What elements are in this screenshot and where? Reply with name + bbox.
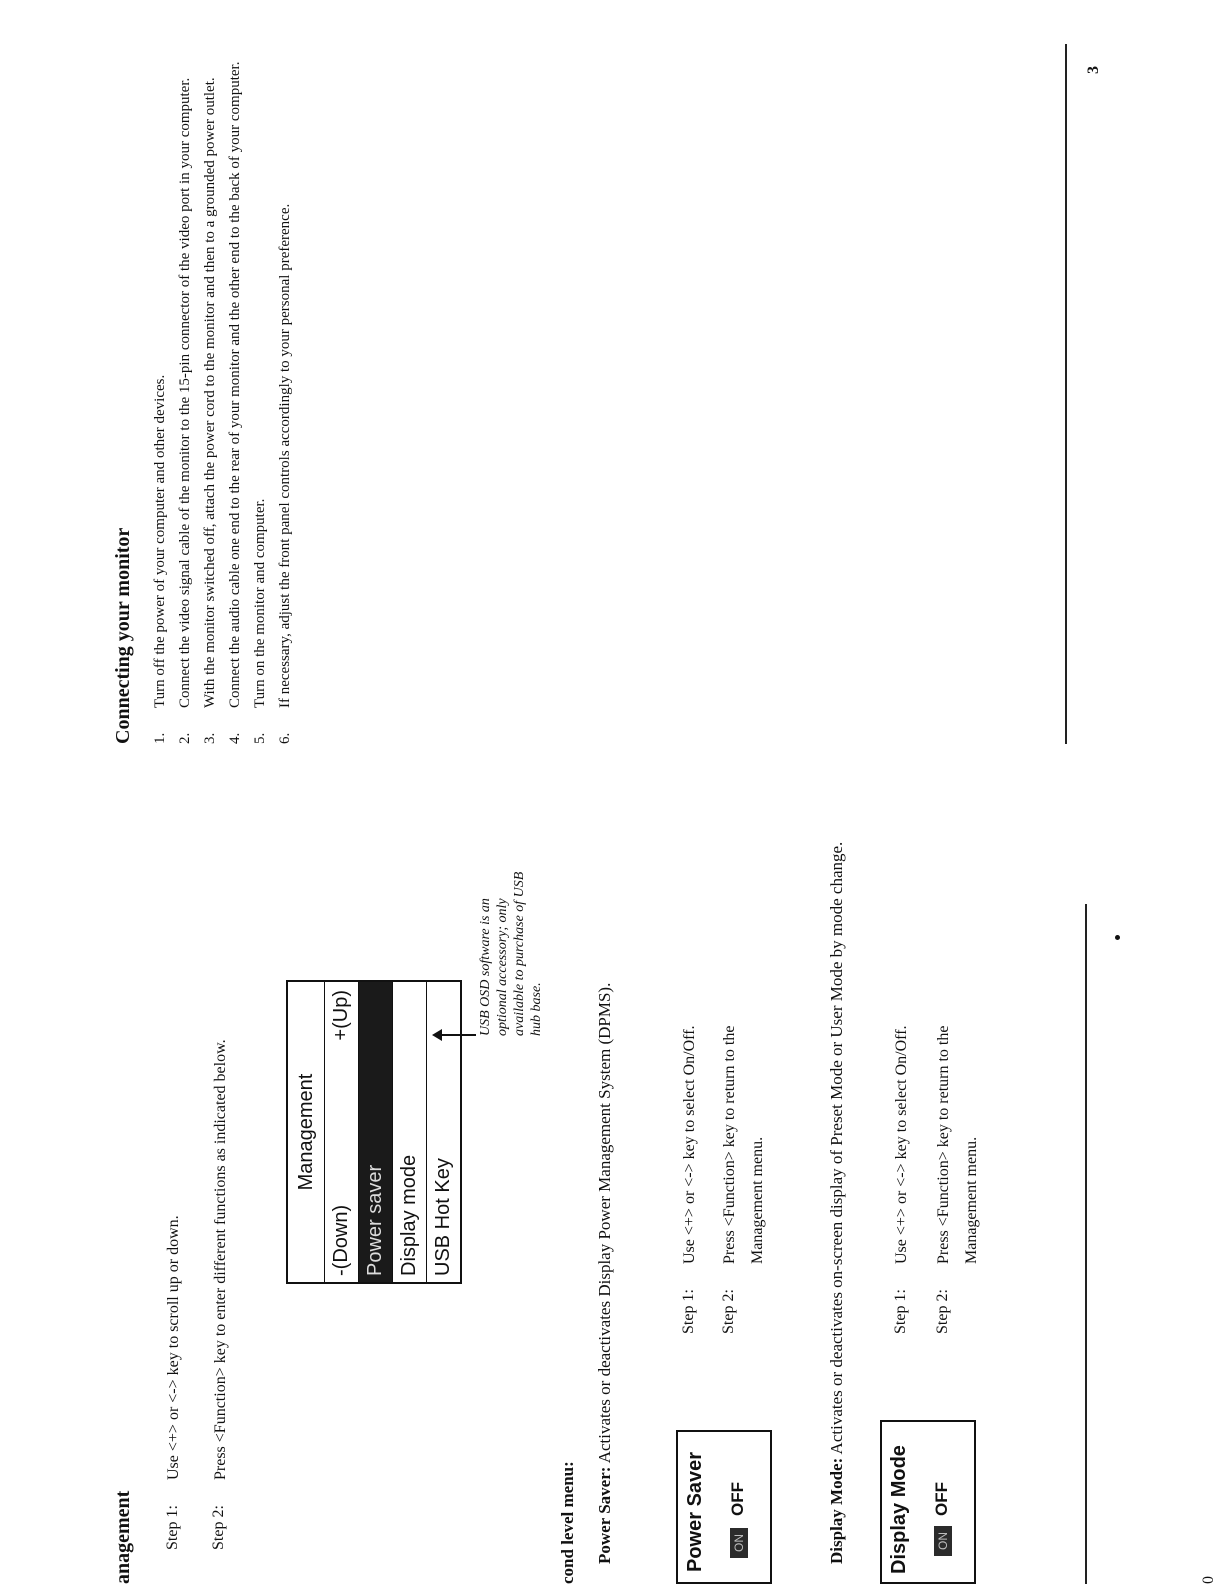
- osd-nav-down: -(Down): [330, 1204, 352, 1276]
- power-saver-off-option[interactable]: OFF: [728, 1482, 747, 1516]
- display-mode-term: Display Mode:: [827, 1457, 846, 1564]
- osd-item-usb-hot-key[interactable]: [426, 982, 460, 1282]
- dm-step2-label: Step 2:: [934, 1289, 951, 1334]
- display-mode-box-title: Display Mode: [888, 1445, 910, 1574]
- scan-speck: [1115, 935, 1120, 940]
- management-osd-menu: [286, 980, 462, 1284]
- ps-step2-text: Press <Function> key to return to the Management menu.: [721, 1025, 766, 1264]
- power-saver-box-title: Power Saver: [684, 1451, 706, 1572]
- ps-step2-label: Step 2:: [720, 1289, 737, 1334]
- connecting-heading: Connecting your monitor: [112, 527, 134, 744]
- connecting-step: 2. Connect the video signal cable of the monitor to the 15-pin connector of the video port in your computer.: [177, 77, 193, 744]
- connecting-step: 3. With the monitor switched off, attach the power cord to the monitor and then to a grounded power outlet.: [202, 77, 218, 744]
- power-saver-on-option[interactable]: ON: [730, 1528, 748, 1558]
- power-saver-description: [594, 804, 616, 1564]
- intro-step1-text: Use <+> or <-> key to scroll up or down.: [165, 1215, 182, 1480]
- intro-step2-label: Step 2:: [210, 1505, 227, 1550]
- dm-step1-text: Use <+> or <-> key to select On/Off.: [893, 1025, 910, 1264]
- power-saver-desc: Activates or deactivates Display Power Management System (DPMS).: [595, 982, 614, 1464]
- connecting-steps-list: [150, 44, 300, 744]
- connecting-step: 6. If necessary, adjust the front panel controls accordingly to your personal preference.: [277, 203, 293, 744]
- management-heading: anagement: [112, 1490, 134, 1584]
- osd-item-usb-hot-key-label: USB Hot Key: [432, 1158, 454, 1276]
- display-mode-desc: Activates or deactivates on-screen display of Preset Mode or User Mode by mode change.: [827, 841, 846, 1455]
- left-page-number: 0: [1200, 1576, 1217, 1584]
- display-mode-off-option[interactable]: OFF: [932, 1482, 951, 1516]
- ps-step1-label: Step 1:: [680, 1289, 697, 1334]
- power-saver-term: Power Saver:: [595, 1466, 614, 1564]
- connecting-step: 5. Turn on the monitor and computer.: [252, 498, 268, 744]
- osd-item-display-mode[interactable]: Display mode: [392, 982, 426, 1282]
- power-saver-box: [676, 1430, 772, 1584]
- display-mode-on-option[interactable]: ON: [934, 1526, 952, 1556]
- osd-item-power-saver[interactable]: Power saver: [358, 982, 392, 1282]
- intro-step2-text: Press <Function> key to enter different functions as indicated below.: [212, 1039, 229, 1480]
- display-mode-description: [826, 774, 848, 1564]
- second-level-heading: cond level menu:: [558, 1461, 577, 1584]
- dm-step1-label: Step 1:: [892, 1289, 909, 1334]
- intro-step1-label: Step 1:: [164, 1505, 181, 1550]
- right-page-number: 3: [1085, 66, 1102, 74]
- dm-step2-text: Press <Function> key to return to the Management menu.: [935, 1025, 980, 1264]
- usb-arrow-shaft: [438, 1034, 476, 1036]
- osd-nav-row: [324, 982, 358, 1282]
- left-footer-rule: [1085, 904, 1087, 1584]
- right-footer-rule: [1065, 44, 1067, 744]
- osd-menu-title: Management: [295, 1073, 317, 1191]
- ps-step1-text: Use <+> or <-> key to select On/Off.: [681, 1025, 698, 1264]
- connecting-step: 1. Turn off the power of your computer and other devices.: [152, 374, 168, 744]
- usb-osd-note: USB OSD software is an optional accessory; only available to purchase of USB hub base.: [478, 871, 544, 1036]
- osd-nav-up: +(Up): [330, 990, 352, 1041]
- usb-arrow-head: [432, 1029, 442, 1041]
- display-mode-box: [880, 1420, 976, 1584]
- connecting-step: 4. Connect the audio cable one end to the rear of your monitor and the other end to the back of your computer.: [227, 61, 243, 744]
